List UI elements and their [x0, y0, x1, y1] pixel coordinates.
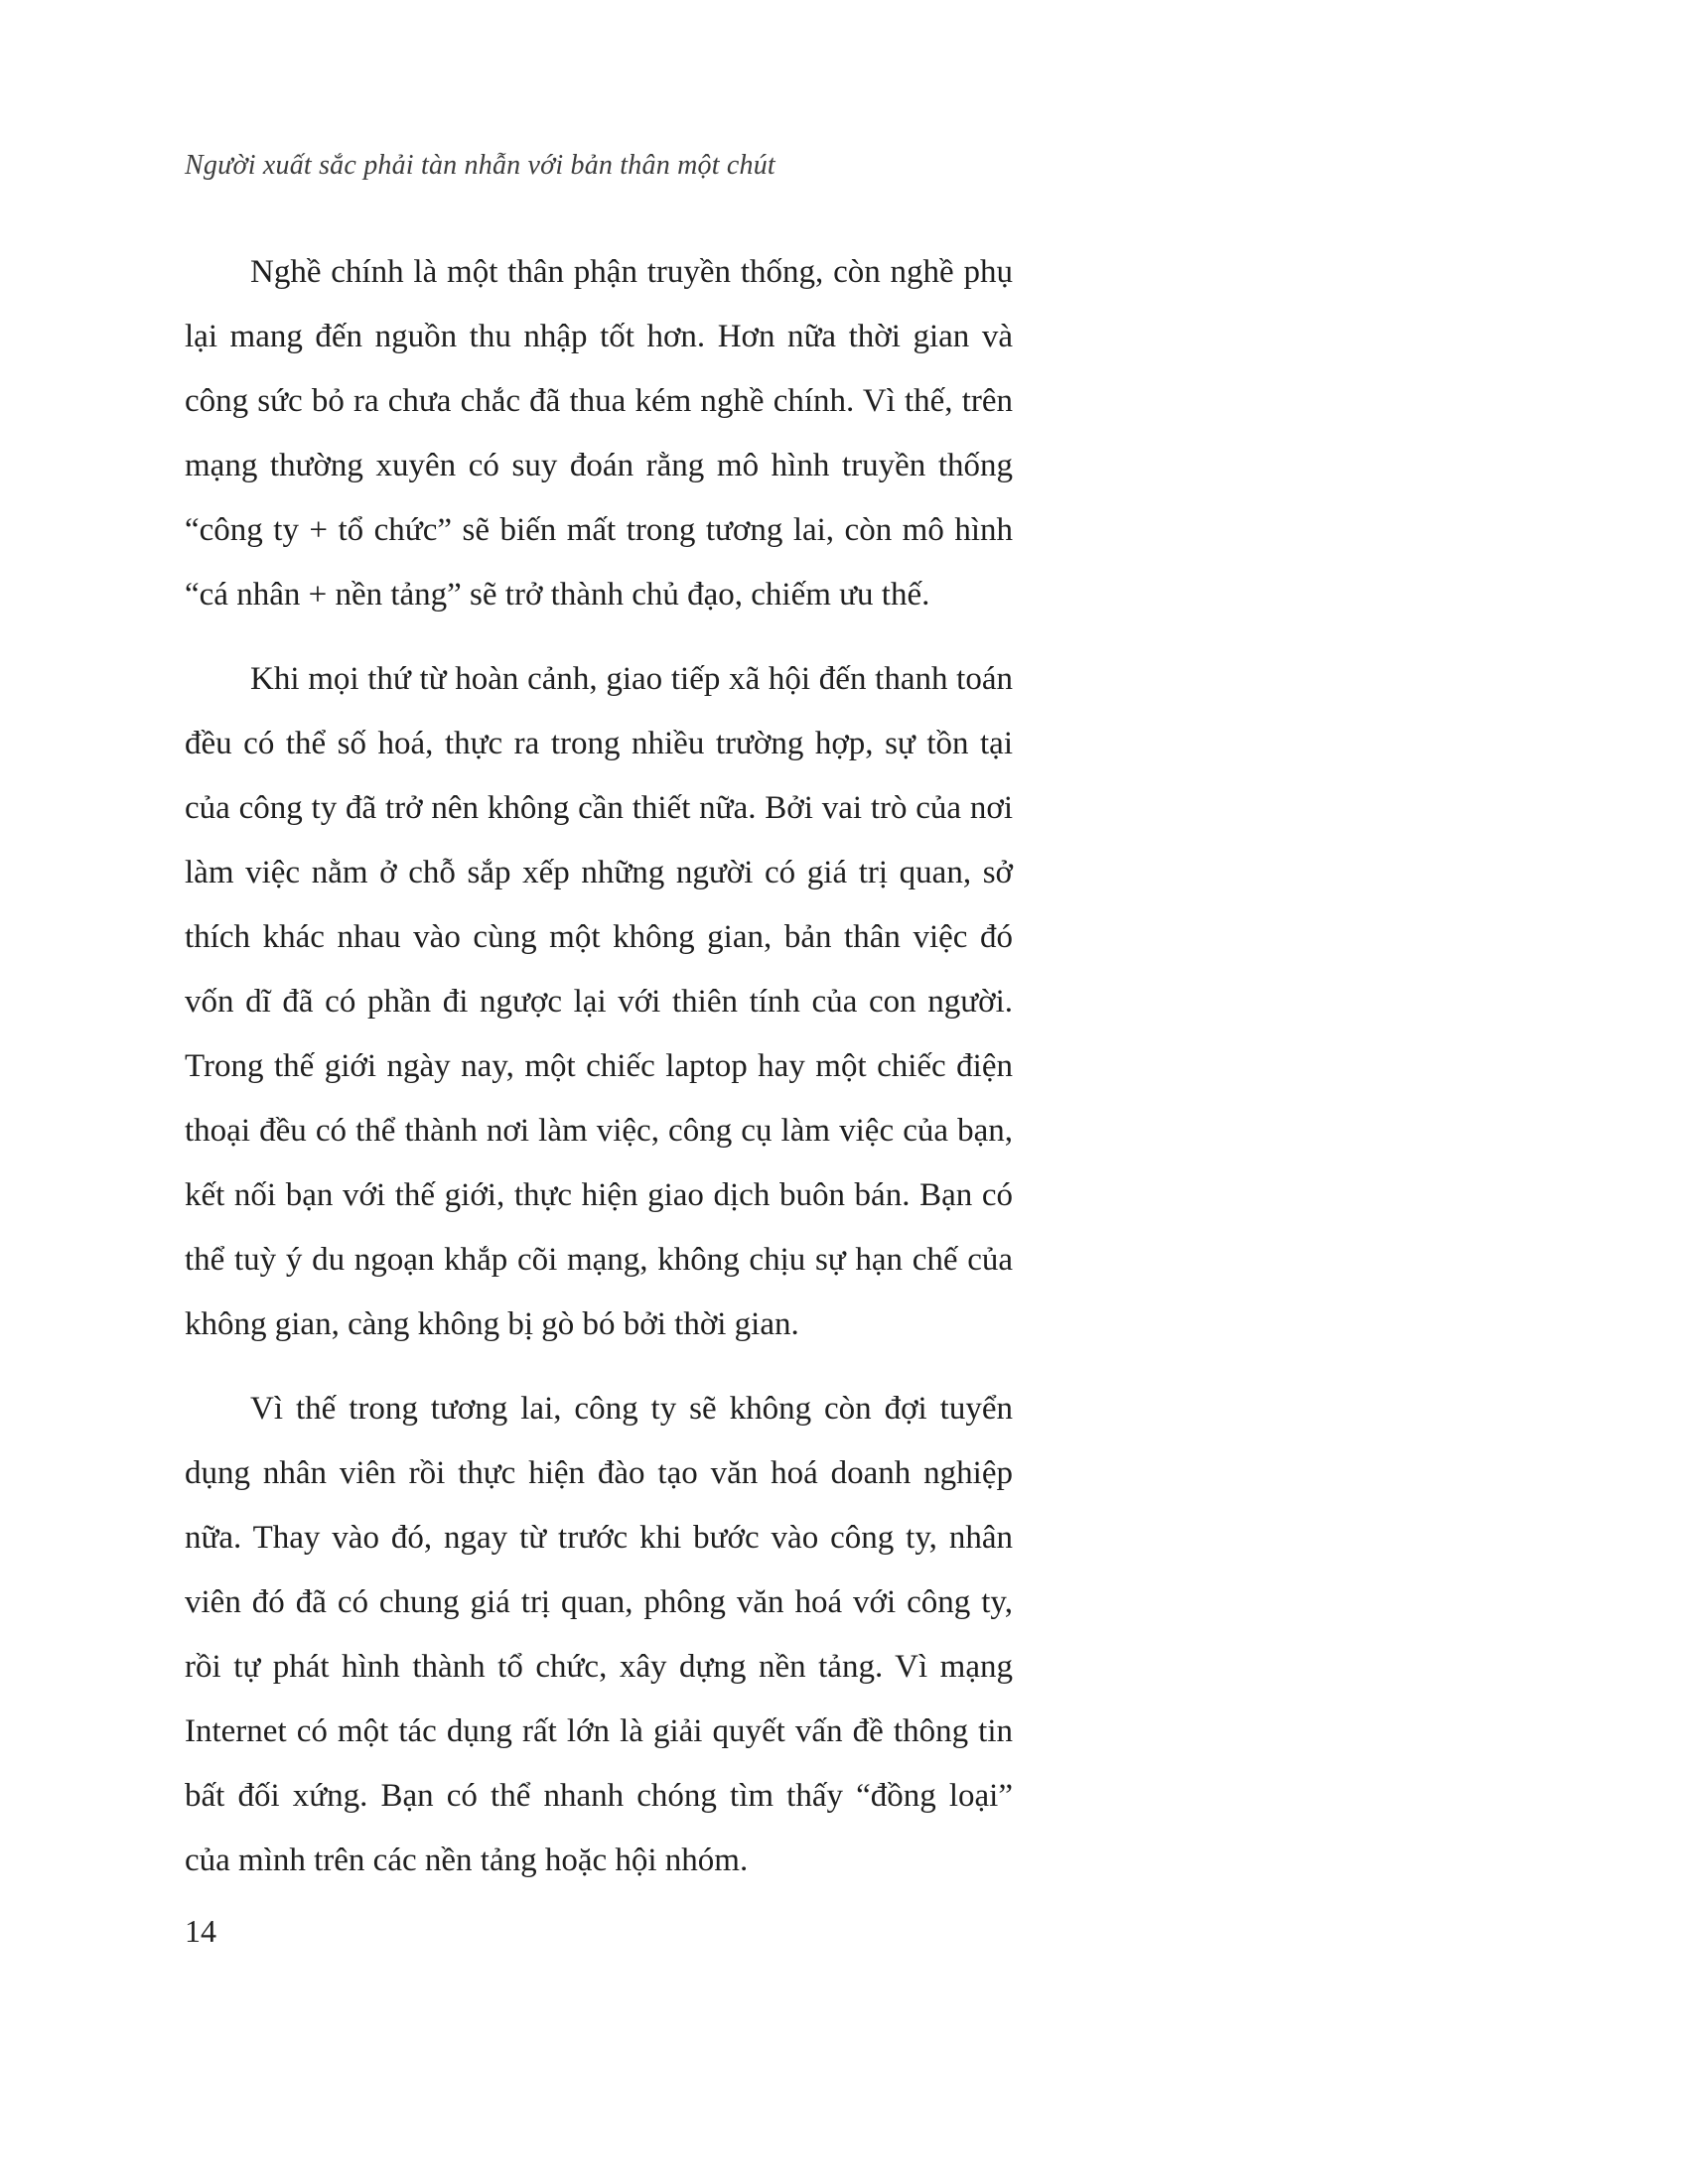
paragraph: Khi mọi thứ từ hoàn cảnh, giao tiếp xã hội đến thanh toán đều có thể số hoá, thực ra trong nhiều trường hợp, sự tồn tại của công ty đã trở nên không cần thiết nữa. Bởi vai trò của nơi làm việc nằm ở chỗ sắp xếp những người có giá trị quan, sở thích khác nhau vào cùng một không gian, bản thân việc đó vốn dĩ đã có phần đi ngược lại với thiên tính của con người. Trong thế giới ngày nay, một chiếc laptop hay một chiếc điện thoại đều có thể thành nơi làm việc, công cụ làm việc của bạn, kết nối bạn với thế giới, thực hiện giao dịch buôn bán. Bạn có thể tuỳ ý du ngoạn khắp cõi mạng, không chịu sự hạn chế của không gian, càng không bị gò bó bởi thời gian.: [185, 661, 1013, 1342]
page-number: 14: [185, 1913, 216, 1949]
body-text: [185, 240, 1013, 1893]
paragraph: Vì thế trong tương lai, công ty sẽ không còn đợi tuyển dụng nhân viên rồi thực hiện đào tạo văn hoá doanh nghiệp nữa. Thay vào đó, ngay từ trước khi bước vào công ty, nhân viên đó đã có chung giá trị quan, phông văn hoá với công ty, rồi tự phát hình thành tổ chức, xây dựng nền tảng. Vì mạng Internet có một tác dụng rất lớn là giải quyết vấn đề thông tin bất đối xứng. Bạn có thể nhanh chóng tìm thấy “đồng loại” của mình trên các nền tảng hoặc hội nhóm.: [185, 1391, 1013, 1878]
paragraph: Nghề chính là một thân phận truyền thống, còn nghề phụ lại mang đến nguồn thu nhập tốt hơn. Hơn nữa thời gian và công sức bỏ ra chưa chắc đã thua kém nghề chính. Vì thế, trên mạng thường xuyên có suy đoán rằng mô hình truyền thống “công ty + tổ chức” sẽ biến mất trong tương lai, còn mô hình “cá nhân + nền tảng” sẽ trở thành chủ đạo, chiếm ưu thế.: [185, 254, 1013, 613]
running-header: Người xuất sắc phải tàn nhẫn với bản thân một chút: [185, 150, 775, 181]
